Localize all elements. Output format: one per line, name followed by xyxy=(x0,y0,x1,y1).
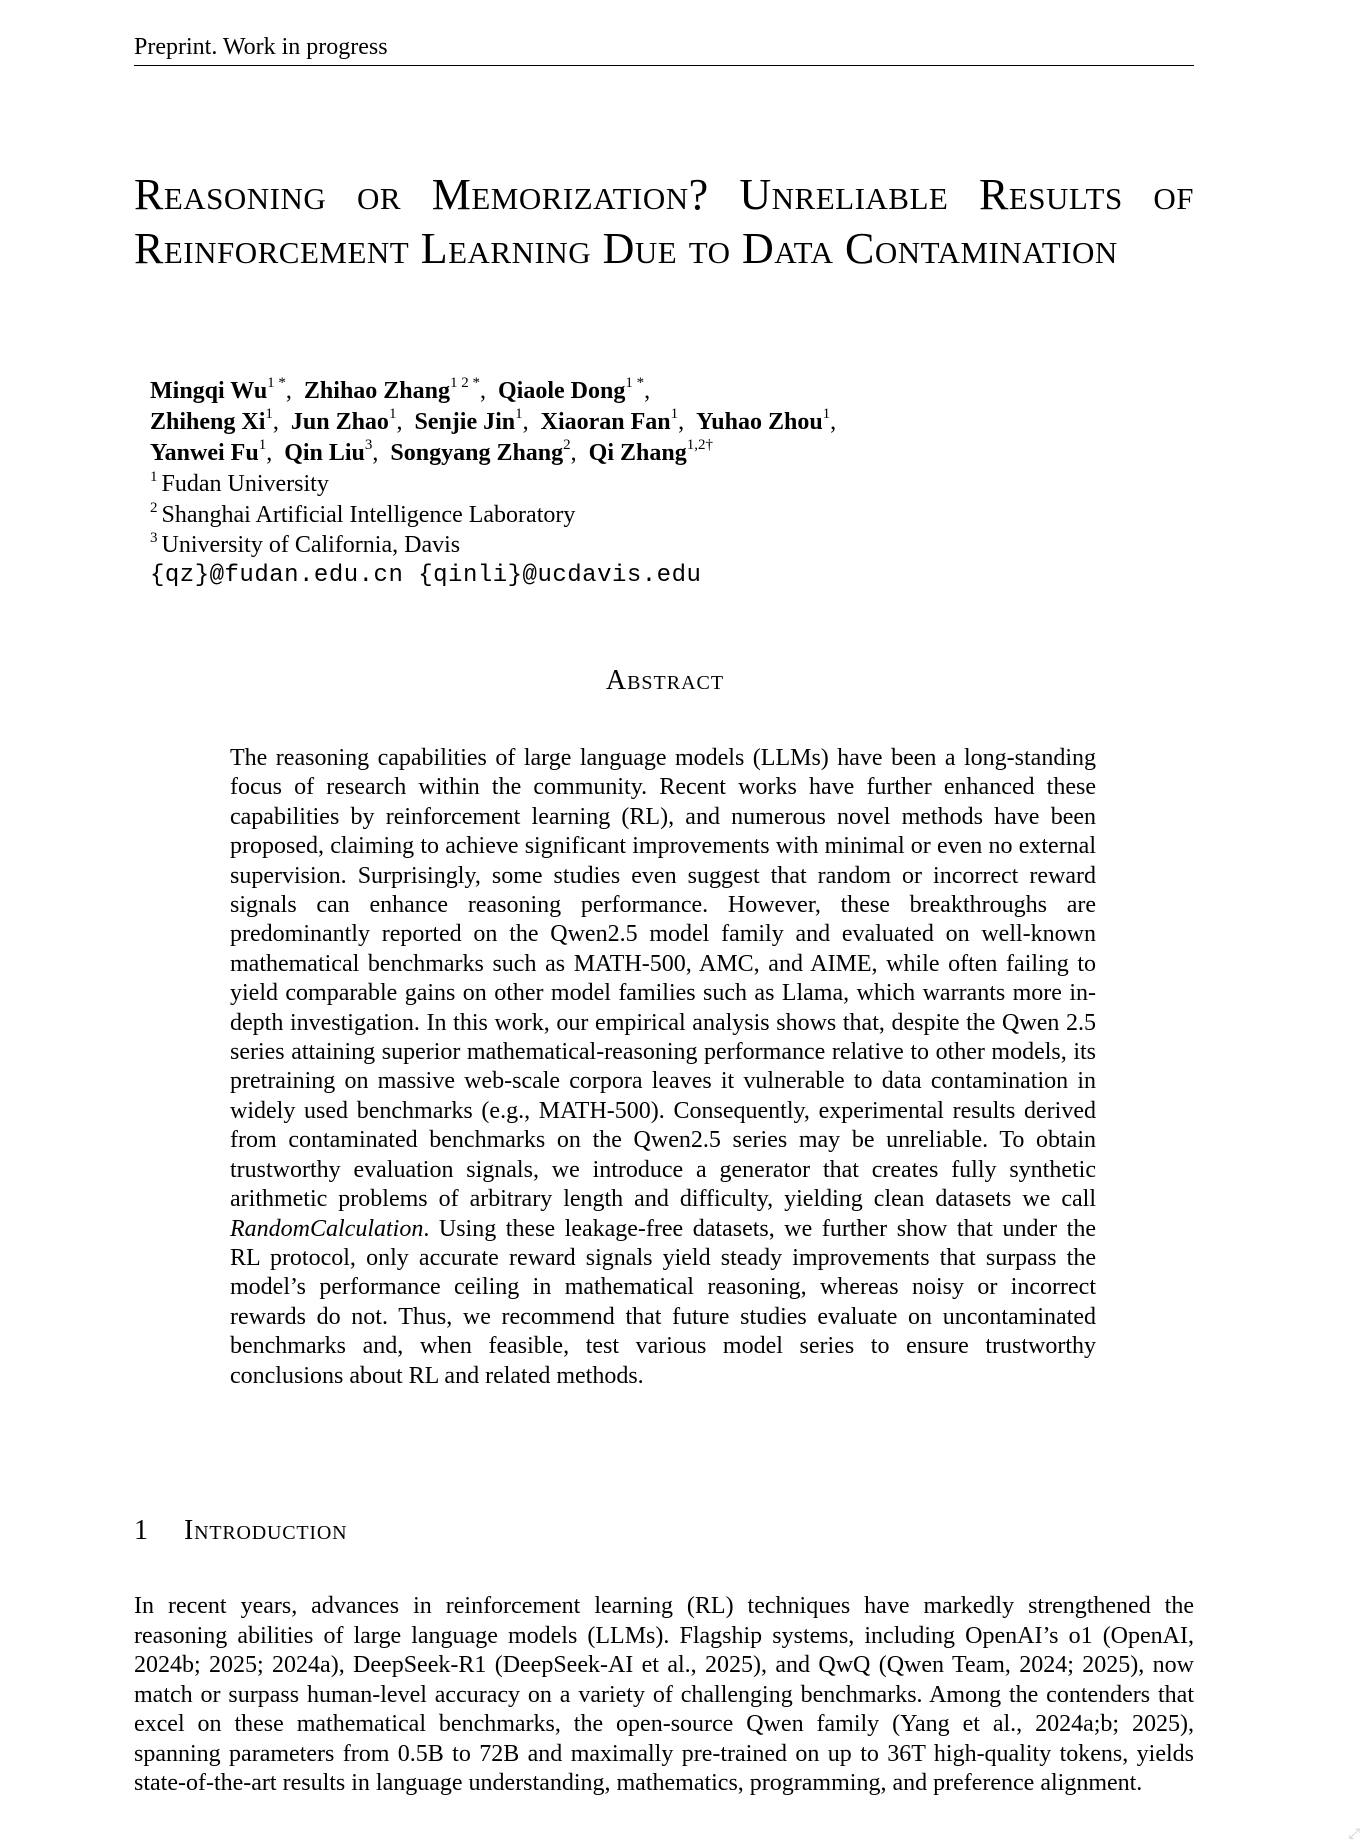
author-sup: 1 xyxy=(670,406,679,422)
affiliation-1 xyxy=(150,469,1190,500)
affiliation-sup: 3 xyxy=(150,530,158,546)
affiliation-2 xyxy=(150,500,1190,531)
author-line-2: Zhiheng Xi$^1$, Jun Zhao$^1$, Senjie Jin$^1$, Xiaoran Fan$^1$, Yuhao Zhou$^1$, xyxy=(150,406,837,435)
section-title: Introduction xyxy=(184,1515,348,1546)
affiliation-name: University of California, Davis xyxy=(161,532,461,558)
section-number: 1 xyxy=(134,1515,149,1546)
intro-paragraph: In recent years, advances in reinforcement learning (RL) techniques have markedly strengthened the reasoning abilities of large language models (LLMs). Flagship systems, including OpenAI’s o1 (OpenAI, 2024b; 2025; 2024a), DeepSeek-R1 (DeepSeek-AI et al., 2025), and QwQ (Qwen Team, 2024; 2025), now match or surpass human-level accuracy on a variety of challenging benchmarks. Among the contenders that excel on these mathematical benchmarks, the open-source Qwen family (Yang et al., 2024a;b; 2025), spanning parameters from 0.5B to 72B and maximally pre-trained on up to 36T high-quality tokens, yields state-of-the-art results in language understanding, mathematics, programming, and preference alignment. xyxy=(134,1593,1194,1796)
author-sup: 1 xyxy=(388,406,397,422)
affiliation-sup: 2 xyxy=(150,499,158,516)
affiliation-sup: 1 xyxy=(150,469,158,485)
author-sup: 1 xyxy=(265,406,273,422)
contact-emails: {qz}@fudan.edu.cn {qinli}@ucdavis.edu xyxy=(150,561,702,589)
affiliation-name: Fudan University xyxy=(161,471,329,497)
author-sup: 1 2 * xyxy=(450,375,480,391)
author-sup: 1 * xyxy=(267,375,286,391)
section-heading xyxy=(134,1515,1134,1547)
author-name: Qin Liu xyxy=(284,440,365,466)
affiliation-3 xyxy=(150,530,1190,561)
author-block xyxy=(150,376,1190,591)
author-sup: 1 xyxy=(258,437,267,453)
author-sup: 3 xyxy=(364,437,373,453)
author-name: Zhiheng Xi xyxy=(150,409,266,435)
affiliation-name: Shanghai Artificial Intelligence Laboratory xyxy=(161,501,576,528)
author-line-1: Mingqi $Wu^{1 *}$, Zhihao Zhang$^{1 2 *}$, Qiaole Dong$^{1 *}$, xyxy=(150,375,651,404)
author-name: Jun Zhao xyxy=(290,409,389,435)
author-name: Qi Zhang xyxy=(588,440,687,466)
author-name: Mingqi Wu xyxy=(150,378,268,404)
abstract-text-part-2: . Using these leakage-free datasets, we further show that under the RL protocol, only accurate reward signals yield steady improvements that surpass the model’s performance ceiling in mathematical reasoning, whereas noisy or incorrect rewards do not. Thus, we recommend that future studies evaluate on uncontaminated benchmarks and, when feasible, test various model series to ensure trustworthy conclusions about RL and related methods. xyxy=(230,1215,1096,1389)
author-name: Yuhao Zhou xyxy=(696,409,823,435)
abstract-body xyxy=(230,744,1096,1391)
author-sup: 1 xyxy=(822,406,831,422)
author-sup: 2 xyxy=(563,437,571,453)
abstract-heading: Abstract xyxy=(605,665,725,696)
author-name: Qiaole Dong xyxy=(498,378,626,404)
author-name: Xiaoran Fan xyxy=(540,409,671,435)
paper-title: Reasoning or Memorization? Unreliable Results of Reinforcement Learning Due to Data Contamination xyxy=(134,170,1194,273)
author-name: Zhihao Zhang xyxy=(303,378,450,404)
abstract-emphasis: RandomCalculation xyxy=(230,1215,424,1242)
author-name: Songyang Zhang xyxy=(390,440,564,466)
author-name: Senjie Jin xyxy=(414,409,516,435)
author-sup: 1 * xyxy=(625,375,645,391)
running-head: Preprint. Work in progress xyxy=(134,33,1194,66)
page-corner-icon: ⤢ xyxy=(1348,1826,1360,1842)
affiliation-list xyxy=(150,469,1190,561)
author-sup: 1 xyxy=(515,406,523,422)
abstract-text-part-1: The reasoning capabilities of large language models (LLMs) have been a long-standing focus of research within the community. Recent works have further enhanced these capabilities by reinforcement learning (RL), and numerous novel methods have been proposed, claiming to achieve significant improvements with minimal or even no external supervision. Surprisingly, some studies even suggest that random or incorrect reward signals can enhance reasoning performance. However, these breakthroughs are predominantly reported on the Qwen2.5 model family and evaluated on well-known mathematical benchmarks such as MATH-500, AMC, and AIME, while often failing to yield comparable gains on other model families such as Llama, which warrants more in-depth investigation. In this work, our empirical analysis shows that, despite the Qwen 2.5 series attaining superior mathematical-reasoning performance relative to other models, its pretraining on massive web-scale corpora leaves it vulnerable to data contamination in widely used benchmarks (e.g., MATH-500). Consequently, experimental results derived from contaminated benchmarks on the Qwen2.5 series may be unreliable. To obtain trustworthy evaluation signals, we introduce a generator that creates fully synthetic arithmetic problems of arbitrary length and difficulty, yielding clean datasets we call xyxy=(230,745,1096,1213)
author-name: Yanwei Fu xyxy=(150,440,259,466)
author-sup: 1,2† xyxy=(686,437,713,453)
author-line-3: Yanwei Fu$^1$, Qin Liu$^3$, Songyang Zhang$^2$, Qi Zhang$^{1,2\dagger}$ xyxy=(150,437,713,466)
